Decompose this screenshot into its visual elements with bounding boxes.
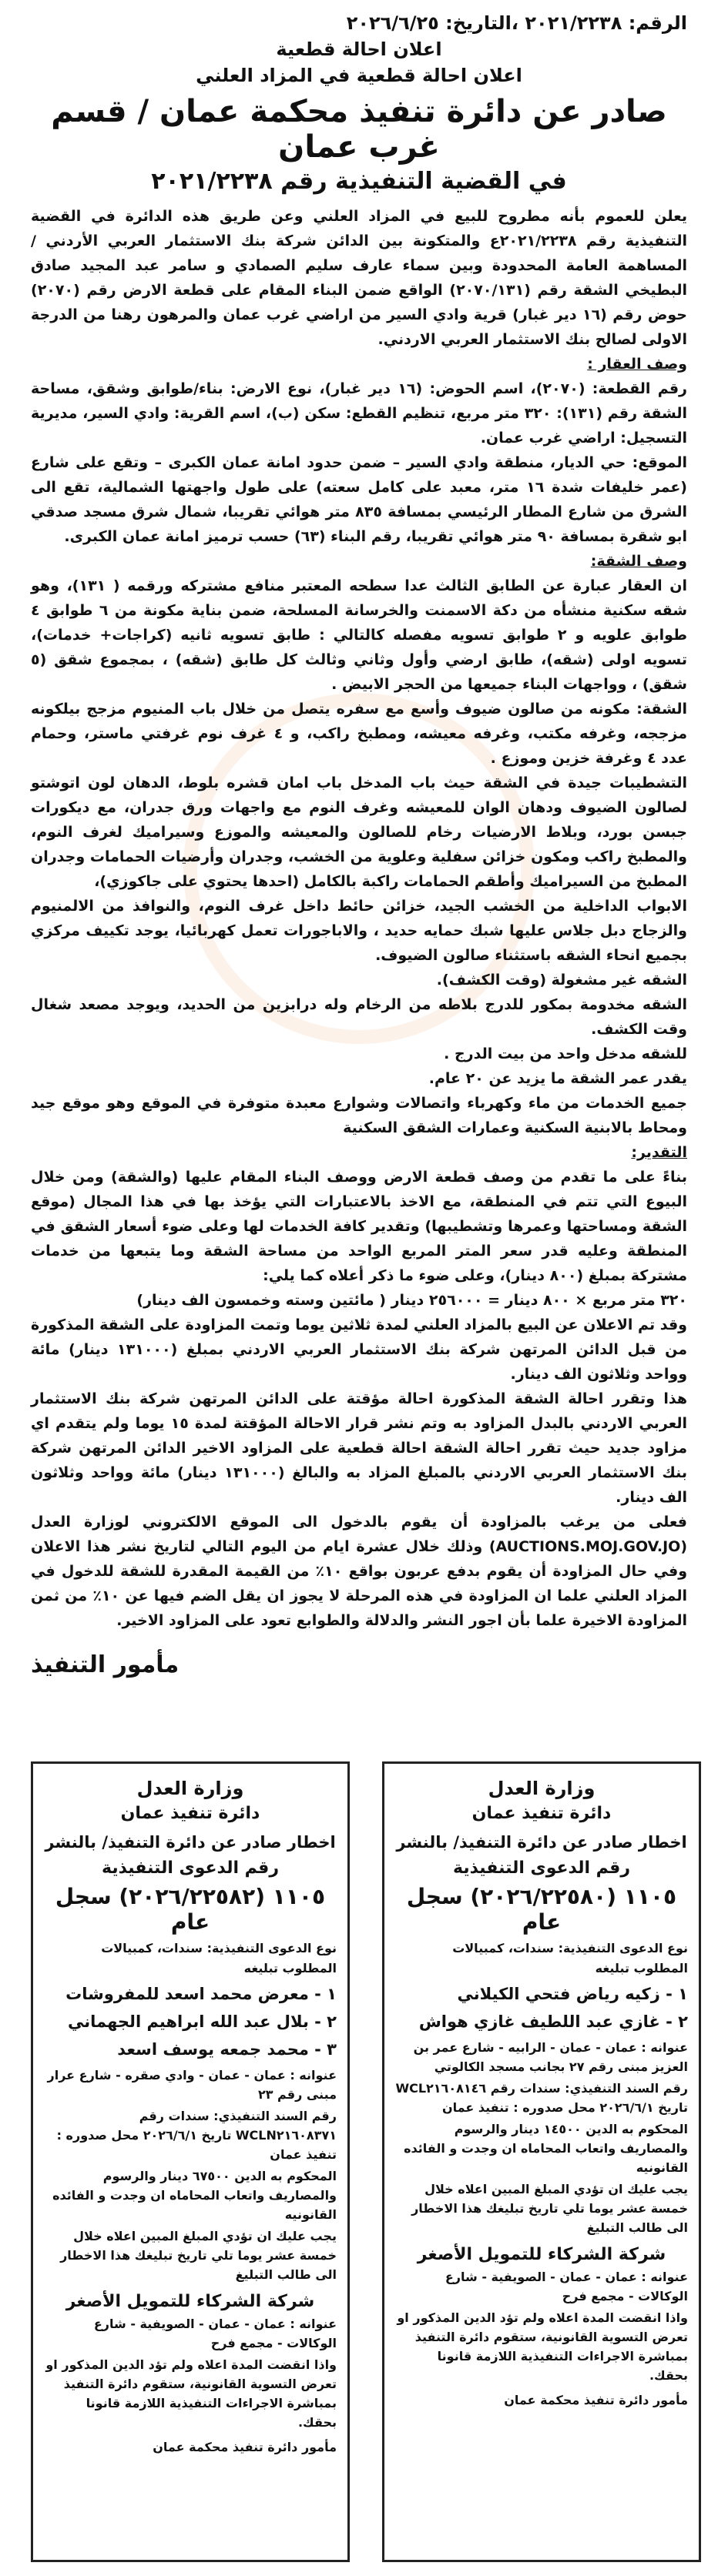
payment-instruction: يجب عليك ان تؤدي المبلغ المبين اعلاه خلال خمسة عشر يوما تلي تاريخ تبليغك هذا الاخطار الى طالب التبليغ — [60, 2229, 337, 2282]
valuation-paragraph: بناءً على ما تقدم من وصف قطعة الارض ووصف البناء المقام عليها (والشقة) ومن خلال البيوع التي تتم في المنطقة، مع الاخذ بالاعتبارات التي يؤخذ بها في هذا المجال (موقع الشقة ومساحتها وعمرها وتشطيبها) وتقدير كافة الخدمات لها وعلى ضوء أسعار الشقق في المنطقة وعليه قدر سعر المتر المربع الواحد من مساحة الشقة وما يتبعها من خدمات مشتركة بمبلغ (٨٠٠ دينار)، وعلى ضوء ما ذكر أعلاه كما يلي: — [31, 1169, 687, 1284]
notice-box-left — [31, 1761, 350, 2562]
notice-subheading: اعلان احالة قطعية — [276, 38, 442, 60]
occupancy-line: الشقه غير مشغولة (وقت الكشف). — [436, 972, 687, 989]
closing-text: واذا انقضت المدة اعلاه ولم تؤد الدين المذكور او تعرض التسوية القانونية، ستقوم دائرة التنفيذ بمباشرة الاجراءات التنفيذية اللازمة قانونا بحقك. — [397, 2310, 688, 2383]
case-heading: في القضية التنفيذية رقم ٢٠٢١/٢٢٣٨ — [151, 168, 567, 195]
respondent-label: المطلوب تبليغه — [595, 1961, 688, 1975]
creditor-company: شركة الشركاء للتمويل الأصغر — [65, 2292, 315, 2311]
age-line: يقدر عمر الشقة ما يزيد عن ٢٠ عام. — [428, 1070, 687, 1087]
notice-box-right — [382, 1761, 701, 2562]
party-2: ٢ - بلال عبد الله ابراهيم الجهماني — [67, 2012, 337, 2031]
auction-notice — [14, 6, 704, 1731]
respondent-address: عنوانه : عمان - عمان - الرابيه - شارع عمر بن العزيز مبنى رقم ٢٧ بجانب مسجد الكالوتي — [413, 2040, 688, 2074]
department-name: دائرة تنفيذ عمان — [471, 1804, 612, 1823]
party-2: ٢ - غازي عبد اللطيف غازي هواش — [418, 2012, 688, 2031]
party-3: ٣ - محمد جمعه يوسف اسعد — [117, 2040, 337, 2059]
stairs-elevator-line: الشقه مخدومة بمكور للدرج بلاطه من الرخام وله درابزين من الحديد، ويوجد مصعد شغال وقت الكشف. — [31, 996, 687, 1038]
signature: مأمور التنفيذ — [31, 1651, 180, 1678]
ministry-name: وزارة العدل — [136, 1778, 244, 1799]
case-number-label: رقم الدعوى التنفيذية — [101, 1858, 280, 1878]
department-name: دائرة تنفيذ عمان — [120, 1804, 260, 1823]
case-number: ١١٠٥ (٢٠٢٦/٢٢٥٨٢) سجل عام — [55, 1884, 326, 1935]
creditor-address: عنوانه : عمان - عمان - الصويفية - شارع الوكالات - مجمع فرح — [445, 2270, 688, 2303]
doors-windows-paragraph: الابواب الداخلية من الخشب الجيد، خزائن حائط داخل غرف النوم، والنوافذ من الالمنيوم والزجاج دبل جلاس عليها شبك حمايه حديد ، والاباجورات تعمل كهربائيا، يوجد تكييف مركزي بجميع انحاء الشقه باستثناء صالون الضيوف. — [31, 898, 687, 964]
property-description-label: وصف العقار : — [587, 356, 687, 373]
payment-instruction: يجب عليك ان تؤدي المبلغ المبين اعلاه خلال خمسة عشر يوما تلي تاريخ تبليغك هذا الاخطار الى طالب التبليغ — [411, 2182, 688, 2235]
bidding-instructions: فعلى من يرغب بالمزاودة أن يقوم بالدخول الى الموقع الالكتروني لوزارة العدل (AUCTIONS.MOJ.GOV.JO) وذلك خلال عشرة ايام من اليوم التالي لتاريخ نشر هذا الاعلان وفي حال المزاودة أن يقوم بدفع عربون بواقع ١٠٪ من القيمة المقدرة للشقة للدخول في المزاد العلني علما ان المزاودة في هذه المرحلة لا يجوز ان يقل الضم فيها عن ١٠٪ من ثمن المزاودة الاخيرة علما بأن اجور النشر والدلالة والطوابع تعود على المزاود الاخير. — [31, 1514, 687, 1629]
notice-type: اخطار صادر عن دائرة التنفيذ/ بالنشر — [45, 1833, 336, 1852]
notice-title: صادر عن دائرة تنفيذ محكمة عمان / قسم غرب عمان — [51, 94, 667, 165]
bid-paragraph: وقد تم الاعلان عن البيع بالمزاد العلني لمدة ثلاثين يوما وتمت المزاودة على الشقة المذكورة من قبل الدائن المرتهن شركة بنك الاستثمار العربي الاردني بمبلغ (١٣١٠٠٠ دينار) مائة وواحد وثلاثون الف دينار. — [31, 1316, 687, 1383]
amount-due: المحكوم به الدين ١٤٥٠٠ دينار والرسوم والمصاريف واتعاب المحاماه ان وجدت و الفائده القانونيه — [404, 2122, 688, 2175]
claim-type: نوع الدعوى التنفيذية: سندات، كمبيالات — [452, 1941, 688, 1955]
bond-details: رقم السند التنفيذي: سندات رقم WCL٢١٦٠٨١٤٦ تاريخ ٢٠٢٦/٦/١ محل صدوره : تنفيذ عمان — [395, 2081, 688, 2115]
building-paragraph: ان العقار عبارة عن الطابق الثالث عدا سطحه المعتبر منافع مشتركه ورقمه ( ١٣١)، وهو شقه سكنية منشأه من دكة الاسمنت والخرسانة المسلحة، ضمن بناية مكونة من ٦ طوابق ٤ طوابق علويه و ٢ طوابق تسويه مفصله كالتالي : طابق تسويه ثانيه (كراجات+ خدمات)، تسويه اولى (شقه)، طابق ارضي وأول وثاني وثالث كل طابق (شقه) ، بمجموع شقق (٥ شقق) ، وواجهات البناء جميعها من الحجر الابيض . — [31, 577, 688, 693]
notice-type: اخطار صادر عن دائرة التنفيذ/ بالنشر — [396, 1833, 687, 1852]
creditor-address: عنوانه : عمان - عمان - الصويفية - شارع الوكالات - مجمع فرح — [93, 2317, 337, 2350]
closing-text: واذا انقضت المدة اعلاه ولم تؤد الدين المذكور او تعرض التسوية القانونية، ستقوم دائرة التنفيذ بمباشرة الاجراءات التنفيذية اللازمة قانونا بحقك. — [45, 2357, 337, 2430]
valuation-calculation: ٣٢٠ متر مربع × ٨٠٠ دينار = ٢٥٦٠٠٠ دينار ( مائتين وسته وخمسون الف دينار) — [136, 1292, 687, 1309]
notice-subheading-auction: اعلان احالة قطعية في المزاد العلني — [196, 65, 522, 86]
case-number-label: رقم الدعوى التنفيذية — [452, 1858, 631, 1878]
location-paragraph: الموقع: حي الديار، منطقة وادي السير – ضمن حدود امانة عمان الكبرى – وتقع على شارع (عمر خليفات شدة ١٦ متر، معبد على كامل سعته) على طول واجهتها الشمالية، تقع الى الشرق من شارع المطار الرئيسي بمسافة ٨٣٥ متر هوائي تقريبا، شمال شرق مسجد صدقي ابو شقرة بمسافة ٩٠ متر هوائي تقريبا، رقم البناء (٦٣) حسب ترميز امانة عمان الكبرى. — [31, 454, 687, 545]
ministry-name: وزارة العدل — [488, 1778, 596, 1799]
respondent-address: عنوانه : عمان - عمان - وادي صقره - شارع عرار مبنى رقم ٢٣ — [47, 2068, 337, 2102]
amount-due: المحكوم به الدين ٦٧٥٠٠ دينار والرسوم والمصاريف واتعاب المحاماه ان وجدت و الفائده القانونيه — [52, 2169, 337, 2222]
claim-type: نوع الدعوى التنفيذية: سندات، كمبيالات — [101, 1941, 337, 1955]
party-1: ١ - معرض محمد اسعد للمفروشات — [65, 1985, 337, 2003]
services-line: جميع الخدمات من ماء وكهرباء واتصالات وشوارع معبدة متوفرة في الموقع وهو موقع جيد ومحاط بالابنية السكنية وعمارات الشقق السكنية — [31, 1095, 687, 1136]
award-paragraph: هذا وتقرر احالة الشقة المذكورة احالة مؤقتة على الدائن المرتهن شركة بنك الاستثمار العربي الاردني بالبدل المزاود به وتم نشر قرار الاحالة المؤقتة لمدة ١٥ يوما ولم يتقدم اي مزاود جديد حيث تقرر احالة الشقة احالة قطعية على المزاود الاخير الدائن المرتهن شركة بنك الاستثمار العربي الاردني بالمبلغ المزاد به والبالغ (١٣١٠٠٠ دينار) مائة وواحد وثلاثون الف دينار. — [31, 1390, 688, 1506]
creditor-company: شركة الشركاء للتمويل الأصغر — [417, 2245, 666, 2264]
finishes-paragraph: التشطيبات جيدة في الشقة حيث باب المدخل باب امان قشره بلوط، الدهان لون اتوشتو لصالون الضيوف ودهان الوان للمعيشه وغرف النوم مع واجهات ورق جدران، مع ديكورات جبسن بورد، وبلاط الارضيات رخام للصالون والمعيشه والموزع وسيراميك لغرف النوم، والمطبخ راكب ومكون خزائن سفلية وعلوية من الخشب، وجدران وأرضيات الحمامات وجدران المطبخ من السيراميك وأطقم الحمامات راكبة بالكامل (احدها يحتوي على جاكوزي)، — [31, 774, 687, 890]
box-footer: مأمور دائرة تنفيذ محكمة عمان — [504, 2393, 688, 2407]
bond-details: رقم السند التنفيذي: سندات رقم WCLN٢١٦٠٨٣٧١ تاريخ ٢٠٢٦/٦/١ محل صدوره : تنفيذ عمان — [56, 2109, 337, 2162]
apartment-rooms: الشقة: مكونه من صالون ضيوف وأسع مع سفره يتصل من خلال باب المنيوم مزجج بيلكونه مزججه، وغرفه مكتب، وغرفه معيشه، ومطبخ راكب، و ٤ غرف نوم غرفتي ماستر، وحمام عدد ٤ وغرفة خزين وموزع . — [31, 701, 687, 767]
party-1: ١ - زكيه رياض فتحي الكيلاني — [457, 1985, 688, 2003]
entrance-line: للشقه مدخل واحد من بيت الدرج . — [444, 1045, 687, 1062]
intro-paragraph: يعلن للعموم بأنه مطروح للبيع في المزاد العلني وعن طريق هذه الدائرة في القضية التنفيذية رقم ٢٠٢١/٢٢٣٨ع والمتكونة بين الدائن شركة بنك الاستثمار العربي الأردني /المساهمة العامة المحدودة وبين سماء عارف سليم الصمادي و سامر عبد المجيد صادق البطيخي الشقة رقم (٢٠٧٠/١٣١) الواقع ضمن البناء المقام على قطعة الارض رقم (٢٠٧٠) حوض رقم (١٦ دير غبار) قرية وادي السير من اراضي غرب عمان والمرهون رهنا من الدرجة الاولى لصالح بنك الاستثمار العربي الاردني. — [31, 208, 687, 348]
case-number: ١١٠٥ (٢٠٢٦/٢٢٥٨٠) سجل عام — [406, 1884, 677, 1935]
box-footer: مأمور دائرة تنفيذ محكمة عمان — [153, 2440, 337, 2454]
plot-details: رقم القطعة: (٢٠٧٠)، اسم الحوض: (١٦ دير غبار)، نوع الارض: بناء/طوابق وشقق، مساحة الشقة رقم (١٣١): ٣٢٠ متر مربع، تنظيم القطع: سكن (ب)، اسم القرية: وادي السير، مديرية التسجيل: اراضي غرب عمان. — [31, 380, 687, 447]
reference-line: الرقم: ٢٠٢١/٢٢٣٨ ،التاريخ: ٢٠٢٦/٦/٢٥ — [346, 12, 687, 34]
apartment-description-label: وصف الشقة: — [590, 553, 687, 570]
respondent-label: المطلوب تبليغه — [243, 1961, 337, 1975]
valuation-label: التقدير: — [631, 1144, 687, 1161]
